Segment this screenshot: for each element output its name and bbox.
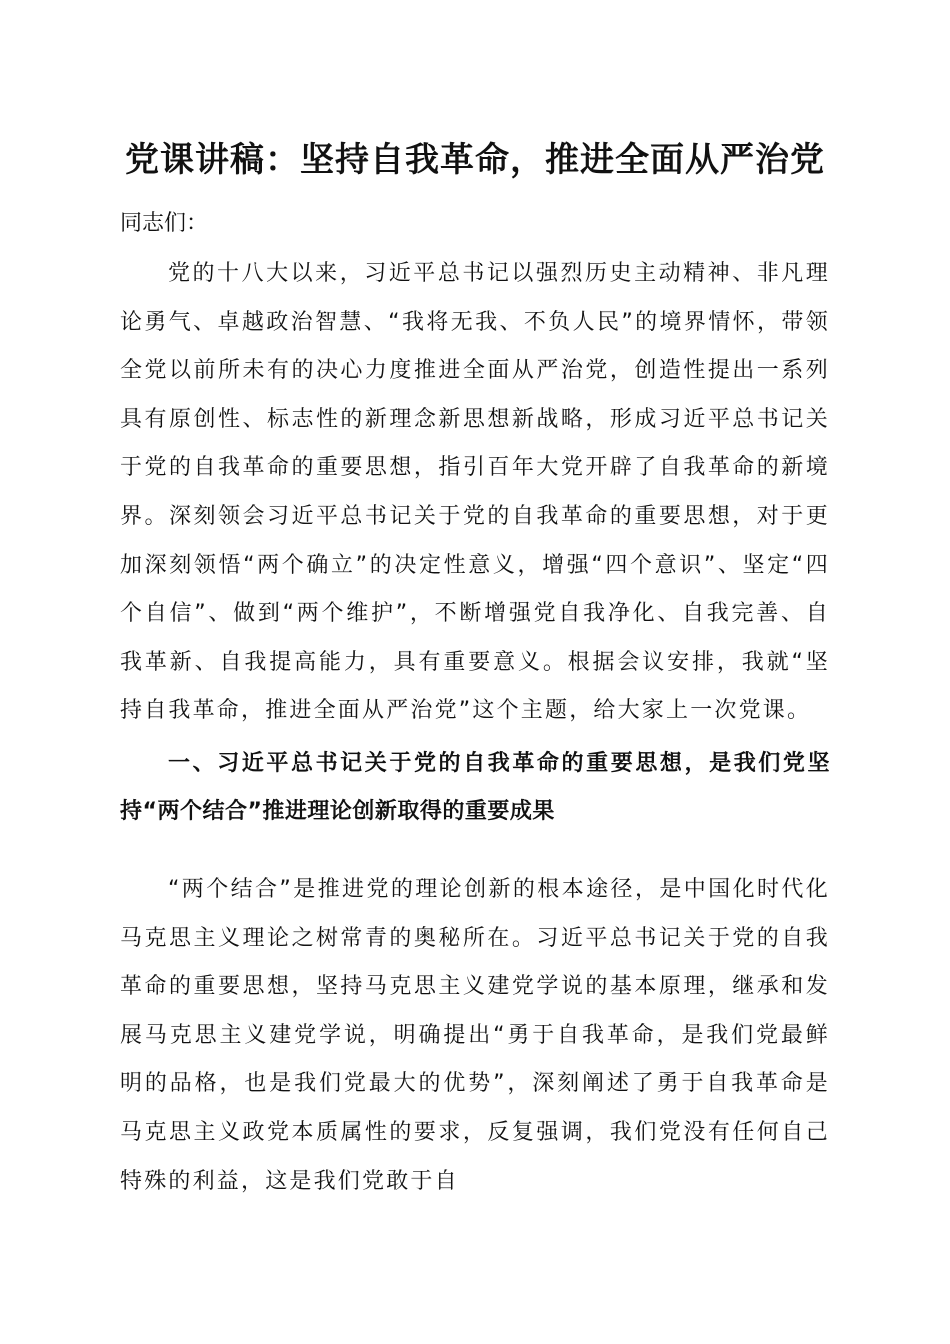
salutation: 同志们：: [120, 211, 209, 236]
section-heading-1: 一、习近平总书记关于党的自我革命的重要思想，是我们党坚持“两个结合”推进理论创新取得的重要成果: [120, 751, 830, 824]
document-title: 党课讲稿：坚持自我革命，推进全面从严治党: [125, 140, 825, 180]
body-paragraph-1: 党的十八大以来，习近平总书记以强烈历史主动精神、非凡理论勇气、卓越政治智慧、“我将无我、不负人民”的境界情怀，带领全党以前所未有的决心力度推进全面从严治党，创造性提出一系列具有原创性、标志性的新理念新思想新战略，形成习近平总书记关于党的自我革命的重要思想，指引百年大党开辟了自我革命的新境界。深刻领会习近平总书记关于党的自我革命的重要思想，对于更加深刻领悟“两个确立”的决定性意义，增强“四个意识”、坚定“四个自信”、做到“两个维护”，不断增强党自我净化、自我完善、自我革新、自我提高能力，具有重要意义。根据会议安排，我就“坚持自我革命，推进全面从严治党”这个主题，给大家上一次党课。: [120, 261, 830, 724]
body-paragraph-2: “两个结合”是推进党的理论创新的根本途径，是中国化时代化马克思主义理论之树常青的奥秘所在。习近平总书记关于党的自我革命的重要思想，坚持马克思主义建党学说的基本原理，继承和发展马克思主义建党学说，明确提出“勇于自我革命，是我们党最鲜明的品格，也是我们党最大的优势”，深刻阐述了勇于自我革命是马克思主义政党本质属性的要求，反复强调，我们党没有任何自己特殊的利益，这是我们党敢于自: [120, 877, 830, 1194]
